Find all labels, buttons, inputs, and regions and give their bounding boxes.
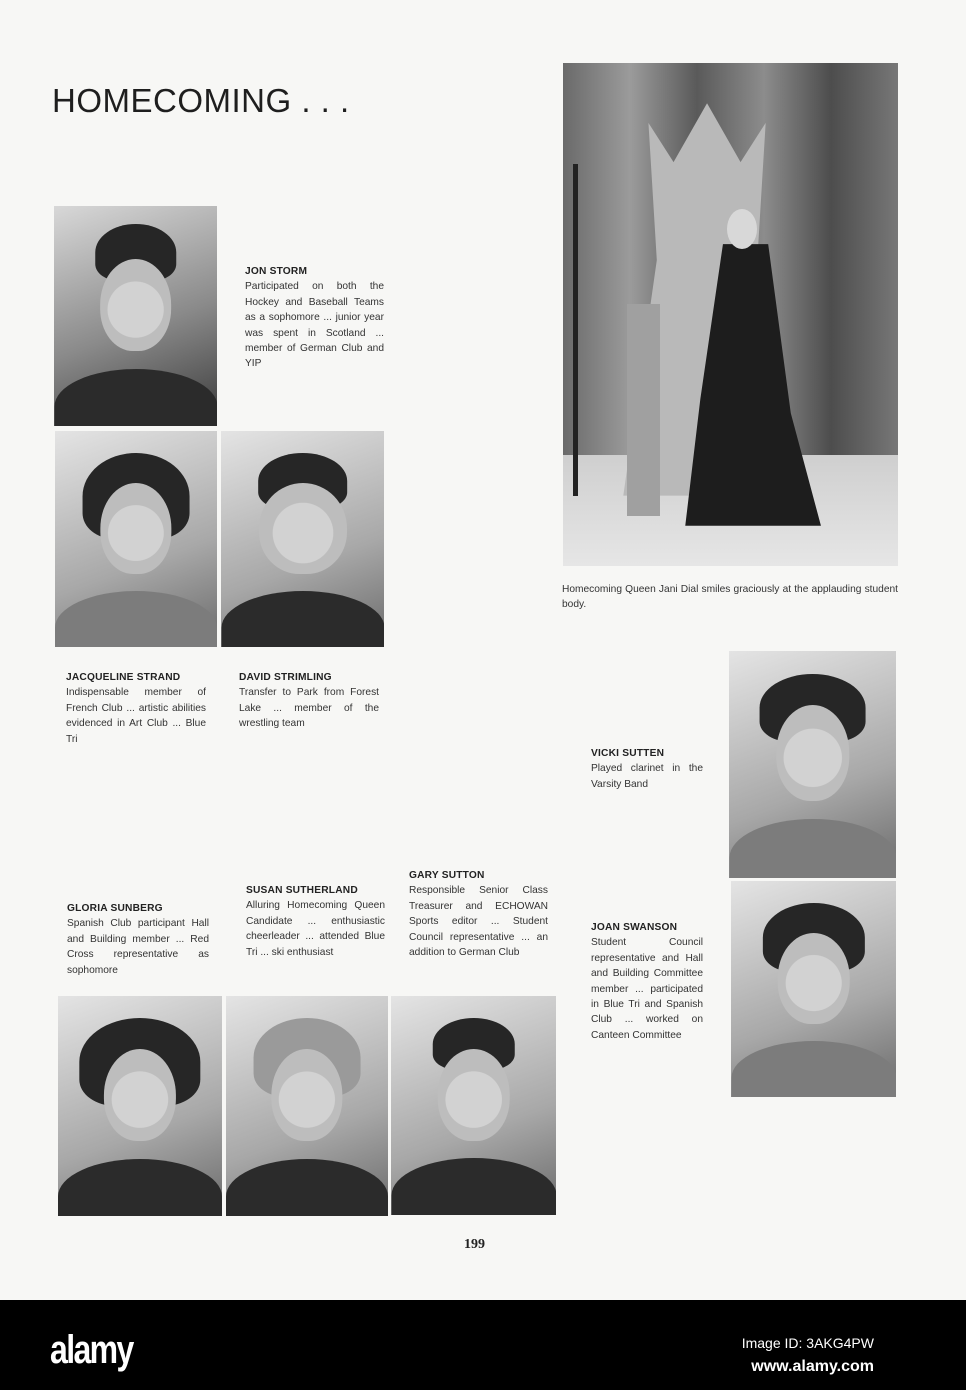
portrait-jacqueline-strand [55, 431, 217, 647]
student-name: GLORIA SUNBERG [67, 903, 163, 914]
portrait-vicki-sutten [729, 651, 896, 878]
student-name: JOAN SWANSON [591, 922, 678, 933]
student-name: VICKI SUTTEN [591, 748, 665, 759]
bio-susan-sutherland [246, 883, 385, 960]
student-bio: Played clarinet in the Varsity Band [591, 763, 703, 790]
student-name: JACQUELINE STRAND [66, 672, 181, 683]
bio-vicki-sutten [591, 746, 703, 792]
site-url: www.alamy.com [751, 1358, 874, 1375]
student-bio: Transfer to Park from Forest Lake ... member of the wrestling team [239, 687, 379, 730]
portrait-susan-sutherland [226, 996, 388, 1216]
bio-jacqueline-strand [66, 670, 206, 747]
page-title: HOMECOMING . . . [52, 82, 350, 119]
student-bio: Spanish Club participant Hall and Building member ... Red Cross representative as sophomore [67, 918, 209, 976]
student-bio: Indispensable member of French Club ... artistic abilities evidenced in Art Club ... Blue Tri [66, 687, 206, 745]
portrait-joan-swanson [731, 881, 896, 1097]
portrait-gary-sutton [391, 996, 556, 1215]
queen-photo-caption: Homecoming Queen Jani Dial smiles graciously at the applauding student body. [562, 584, 898, 611]
portrait-jon-storm [54, 206, 217, 426]
student-name: DAVID STRIMLING [239, 672, 332, 683]
homecoming-queen-photo [563, 63, 898, 566]
page-number: 199 [464, 1237, 485, 1252]
image-id: Image ID: 3AKG4PW [741, 1335, 874, 1351]
student-bio: Student Council representative and Hall and Building Committee member ... participated in Blue Tri and Spanish Club ... worked on Canteen Committee [591, 937, 703, 1041]
bio-david-strimling [239, 670, 379, 732]
bio-jon-storm [245, 264, 384, 372]
portrait-david-strimling [221, 431, 384, 647]
portrait-gloria-sunberg [58, 996, 222, 1216]
student-name: GARY SUTTON [409, 870, 485, 881]
bio-gloria-sunberg [67, 901, 209, 978]
student-name: SUSAN SUTHERLAND [246, 885, 358, 896]
student-bio: Participated on both the Hockey and Baseball Teams as a sophomore ... junior year was spent in Scotland ... member of German Club and YIP [245, 281, 384, 370]
bio-gary-sutton [409, 868, 548, 960]
student-bio: Alluring Homecoming Queen Candidate ... enthusiastic cheerleader ... attended Blue Tri ... ski enthusiast [246, 900, 385, 958]
bio-joan-swanson [591, 920, 703, 1043]
student-bio: Responsible Senior Class Treasurer and ECHOWAN Sports editor ... Student Council representative ... an addition to German Club [409, 885, 548, 959]
watermark-footer [0, 1300, 966, 1390]
student-name: JON STORM [245, 266, 308, 277]
alamy-logo: alamy [50, 1328, 133, 1372]
